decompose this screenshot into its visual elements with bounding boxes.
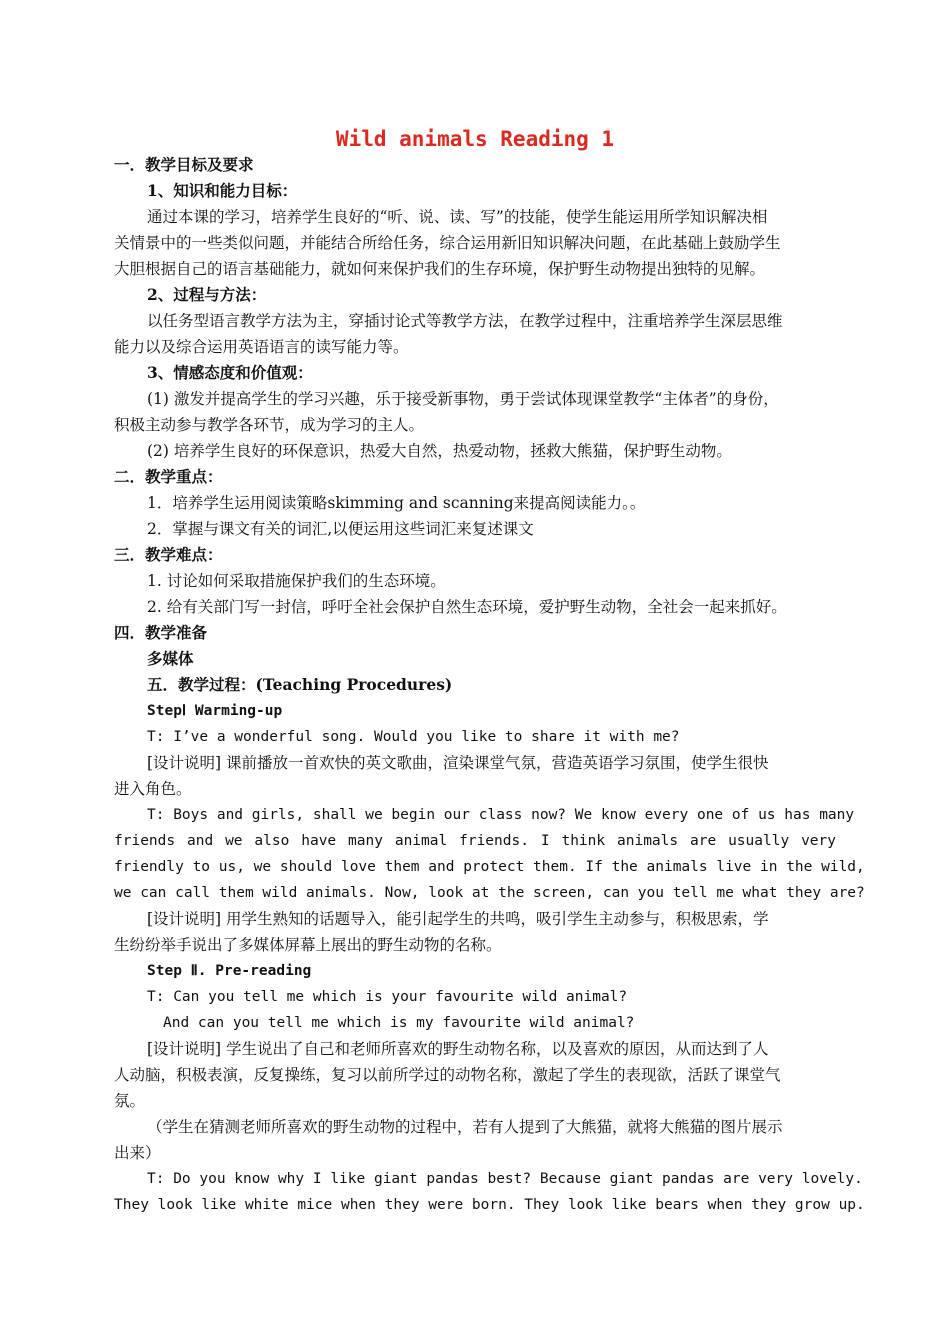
paragraph-line: 出来） [114,1144,161,1162]
list-item: 2．掌握与课文有关的词汇,以便运用这些词汇来复述课文 [147,520,534,538]
section-heading: 四．教学准备 [114,623,208,642]
paragraph-line: 以任务型语言教学方法为主，穿插讨论式等教学方法，在教学过程中，注重培养学生深层思维 [147,312,783,330]
paragraph-line: 多媒体 [147,649,194,668]
design-note-line: [设计说明] 学生说出了自己和老师所喜欢的野生动物名称，以及喜欢的原因，从而达到了人 [147,1040,769,1058]
step-heading: StepⅠ Warming-up [147,703,283,719]
paragraph-line: 通过本课的学习，培养学生良好的“听、说、读、写”的技能，使学生能运用所学知识解决相 [147,208,768,226]
paragraph-line: 大胆根据自己的语言基础能力，就如何来保护我们的生存环境，保护野生动物提出独特的见解。 [114,260,766,278]
dialogue-line: T: Do you know why I like giant pandas best? Because giant pandas are very lovely. [147,1171,863,1187]
design-note-line: [设计说明] 用学生熟知的话题导入，能引起学生的共鸣，吸引学生主动参与，积极思索，学 [147,910,769,928]
design-note-line: 进入角色。 [114,780,192,798]
dialogue-line: T: Boys and girls, shall we begin our class now? We know every one of us has many [147,807,855,823]
design-note-line: 人动脑，积极表演，反复操练，复习以前所学过的动物名称，激起了学生的表现欲，活跃了课堂气 [114,1066,781,1084]
dialogue-line: we can call them wild animals. Now, look at the screen, can you tell me what they are? [114,885,865,901]
section-heading: 五．教学过程：(Teaching Procedures) [147,675,453,694]
paragraph-line: 能力以及综合运用英语语言的读写能力等。 [114,338,409,356]
list-item: 2. 给有关部门写一封信，呼吁全社会保护自然生态环境，爱护野生动物，全社会一起来抓好。 [147,598,787,616]
list-item: 1. 讨论如何采取措施保护我们的生态环境。 [147,572,446,590]
step-heading: Step Ⅱ. Pre-reading [147,963,312,979]
dialogue-line: They look like white mice when they were born. They look like bears when they grow up. [114,1197,865,1213]
document-title: Wild animals Reading 1 [335,127,615,151]
dialogue-line: T: Can you tell me which is your favourite wild animal? [147,989,628,1005]
dialogue-line: And can you tell me which is my favourite wild animal? [163,1015,635,1031]
list-item: 1．培养学生运用阅读策略skimming and scanning来提高阅读能力。。 [147,494,646,512]
section-heading: 二．教学重点： [114,467,223,486]
subsection-heading: 3、情感态度和价值观： [147,363,313,382]
section-heading: 一．教学目标及要求 [114,155,254,174]
subsection-heading: 1、知识和能力目标： [147,181,298,200]
dialogue-line: friendly to us, we should love them and protect them. If the animals live in the wild, [114,859,865,875]
subsection-heading: 2、过程与方法： [147,285,267,304]
design-note-line: 生纷纷举手说出了多媒体屏幕上展出的野生动物的名称。 [114,936,502,954]
dialogue-line: T: I’ve a wonderful song. Would you like to share it with me? [147,729,680,745]
paragraph-line: 积极主动参与教学各环节，成为学习的主人。 [114,416,425,434]
paragraph-line: 关情景中的一些类似问题，并能结合所给任务，综合运用新旧知识解决问题，在此基础上鼓励学生 [114,234,781,252]
dialogue-line: friends and we also have many animal friends. I think animals are usually very [114,833,836,849]
paragraph-line: （学生在猜测老师所喜欢的野生动物的过程中，若有人提到了大熊猫，就将大熊猫的图片展示 [147,1118,783,1136]
section-heading: 三．教学难点： [114,545,223,564]
paragraph-line: (1) 激发并提高学生的学习兴趣，乐于接受新事物，勇于尝试体现课堂教学“主体者”的身份， [147,390,779,408]
design-note-line: [设计说明] 课前播放一首欢快的英文歌曲，渲染课堂气氛，营造英语学习氛围，使学生很快 [147,754,769,772]
paragraph-line: (2) 培养学生良好的环保意识，热爱大自然，热爱动物，拯救大熊猫，保护野生动物。 [147,442,732,460]
design-note-line: 氛。 [114,1092,146,1110]
